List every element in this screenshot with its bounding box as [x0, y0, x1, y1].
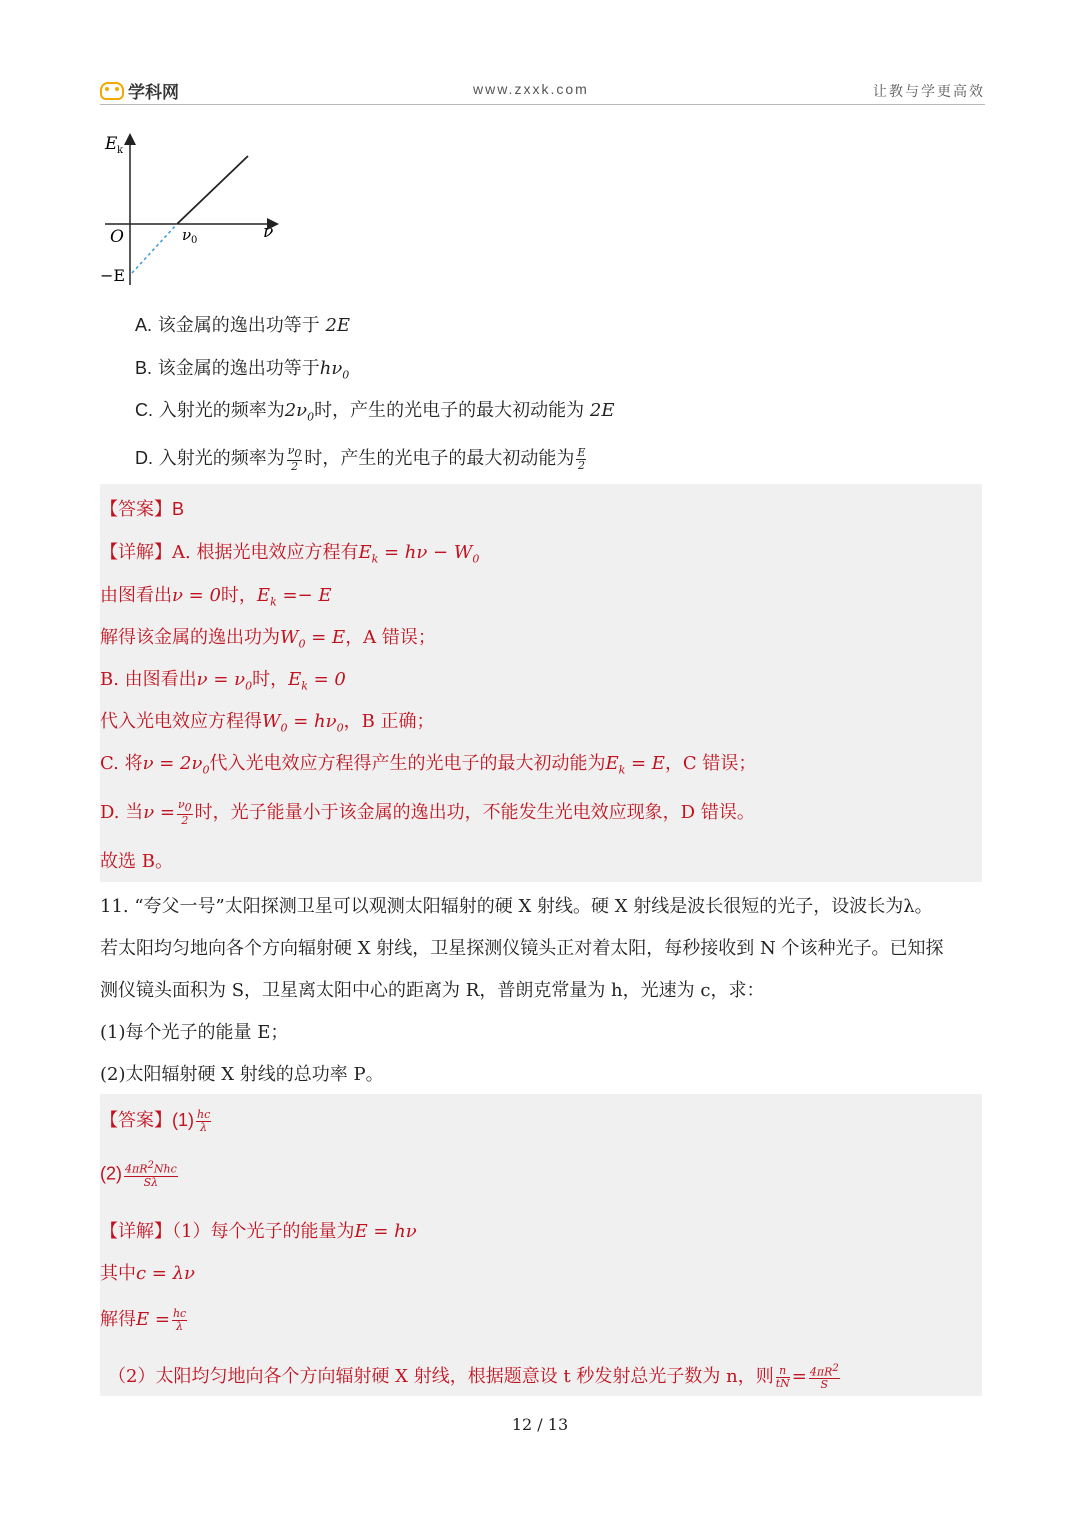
answer2-a2-prefix: (2)	[100, 1163, 122, 1184]
answer2-line-1: 【答案】(1) $\frac{hc}{\lambda}$	[100, 1107, 211, 1134]
option-c-math: 2E	[589, 400, 615, 421]
detail1-line-2: 由图看出ν = 0时，$E_k =- E$	[100, 585, 332, 609]
detail1-label: 【详解】	[100, 542, 172, 563]
detail1-l7-pre: D. 当	[100, 802, 144, 823]
option-b: B. 该金属的逸出功等于$h\nu_0$	[135, 358, 350, 382]
option-d: D. 入射光的频率为 $\frac{\nu_0}{2}$ 时，产生的光电子的最大初动能为 $\frac{E}{2}$	[135, 443, 586, 474]
option-c-key: C.	[135, 400, 153, 420]
threshold-label: ν	[182, 226, 192, 244]
logo-owl-icon	[100, 82, 124, 100]
detail1-l3-post: ，A 错误；	[345, 627, 436, 648]
answer1-label: 【答案】	[100, 499, 172, 520]
detail2-line-3: 解得E = $\frac{hc}{\lambda}$	[100, 1306, 187, 1333]
detail1-l6-mid: 代入光电效应方程得产生的光电子的最大初动能为	[209, 753, 606, 774]
detail1-l4-pre: B. 由图看出	[100, 669, 197, 690]
slogan: 让教与学更高效	[873, 83, 985, 99]
detail1-line-4: B. 由图看出$\nu = \nu_0$时，$E_k = 0$	[100, 669, 346, 693]
detail2-label: 【详解】	[100, 1221, 172, 1242]
page-number: 12 / 13	[511, 1415, 569, 1434]
question11-line-4: (1)每个光子的能量 E；	[100, 1022, 289, 1043]
option-c-pre: 入射光的频率为	[158, 400, 285, 421]
ek-nu-graph	[95, 125, 295, 295]
question11-line-5: (2)太阳辐射硬 X 射线的总功率 P。	[100, 1064, 384, 1085]
option-d-pre: 入射光的频率为	[158, 448, 285, 469]
detail1-l1-text: A. 根据光电效应方程有	[172, 542, 359, 563]
option-c-post: 时，产生的光电子的最大初动能为	[314, 400, 585, 421]
option-a-key: A.	[135, 315, 153, 335]
threshold-sub: 0	[191, 235, 198, 246]
detail2-d2: 其中	[100, 1263, 136, 1284]
option-b-text: 该金属的逸出功等于	[157, 358, 320, 379]
detail2-d4: （2）太阳均匀地向各个方向辐射硬 X 射线，根据题意设 t 秒发射总光子数为 n，则	[108, 1366, 774, 1387]
detail1-line-7: D. 当ν = $\frac{\nu_0}{2}$ 时，光子能量小于该金属的逸出功，不能发生光电效应现象，D 错误。	[100, 797, 755, 828]
answer2-a1-prefix: (1)	[172, 1110, 194, 1130]
answer1-line	[100, 495, 184, 521]
detail1-l2-mid: 时，	[220, 585, 257, 606]
detail2-line-4: （2）太阳均匀地向各个方向辐射硬 X 射线，根据题意设 t 秒发射总光子数为 n，则 $\frac{n}{tN}$ = $\frac{4\pi R^2}{S}$	[108, 1362, 839, 1392]
detail1-l5-pre: 代入光电效应方程得	[100, 711, 262, 732]
option-a-text: 该金属的逸出功等于	[157, 315, 320, 336]
detail1-l2-pre: 由图看出	[100, 585, 172, 606]
y-axis-sub: k	[117, 145, 124, 156]
detail1-l5-post: ，B 正确；	[343, 711, 435, 732]
page-header	[100, 76, 985, 105]
detail2-line-2: 其中c = λν	[100, 1263, 195, 1284]
option-a-math: 2E	[325, 315, 351, 336]
site-url: www.zxxk.com	[473, 81, 589, 97]
origin-label: O	[110, 227, 124, 247]
detail1-l6-pre: C. 将	[100, 753, 143, 774]
option-b-key: B.	[135, 358, 153, 378]
answer-box-2	[100, 1094, 982, 1396]
option-a	[135, 311, 350, 337]
question11-line-1: 11. “夸父一号”太阳探测卫星可以观测太阳辐射的硬 X 射线。硬 X 射线是波长很短的光子，设波长为λ。	[100, 896, 933, 917]
detail1-line-1: 【详解】A. 根据光电效应方程有$E_k = h\nu - W_0$	[100, 542, 480, 566]
question11-line-3: 测仪镜头面积为 S，卫星离太阳中心的距离为 R，普朗克常量为 h，光速为 c，求：	[100, 980, 765, 1001]
intercept-label: −E	[100, 266, 126, 285]
detail1-l3-pre: 解得该金属的逸出功为	[100, 627, 280, 648]
answer1-value: B	[172, 499, 185, 519]
logo-text: 学科网	[128, 83, 179, 102]
detail1-l4-mid: 时，	[252, 669, 289, 690]
option-d-key: D.	[135, 448, 153, 468]
detail2-d1: （1）每个光子的能量为	[172, 1221, 355, 1242]
answer2-label: 【答案】	[100, 1110, 172, 1131]
detail1-l6-post: ，C 错误；	[664, 753, 757, 774]
extension-dashed-line	[132, 224, 177, 273]
detail2-line-1: 【详解】（1）每个光子的能量为E = hν	[100, 1221, 417, 1242]
detail1-line-5: 代入光电效应方程得$W_0 = h\nu_0$，B 正确；	[100, 711, 435, 735]
logo	[100, 78, 179, 103]
x-axis-label: ν	[263, 222, 274, 242]
option-c: C. 入射光的频率为$2\nu_0$时，产生的光电子的最大初动能为 2E	[135, 400, 615, 424]
detail2-d3: 解得	[100, 1309, 136, 1330]
ek-line	[177, 156, 248, 224]
detail1-line-3: 解得该金属的逸出功为$W_0 = E$，A 错误；	[100, 627, 436, 651]
detail1-l7-post: 时，光子能量小于该金属的逸出功，不能发生光电效应现象，D 错误。	[194, 802, 755, 823]
detail1-line-6: C. 将$\nu = 2\nu_0$代入光电效应方程得产生的光电子的最大初动能为$E_k = E$，C 错误；	[100, 753, 757, 777]
detail1-line-8: 故选 B。	[100, 851, 173, 872]
y-axis-label: E	[105, 134, 118, 154]
answer2-line-2: (2) $\frac{4\pi R^2Nhc}{S\lambda}$	[100, 1160, 177, 1189]
question11-line-2: 若太阳均匀地向各个方向辐射硬 X 射线，卫星探测仪镜头正对着太阳，每秒接收到 N 个该种光子。已知探	[100, 938, 944, 959]
option-d-post: 时，产生的光电子的最大初动能为	[304, 448, 575, 469]
